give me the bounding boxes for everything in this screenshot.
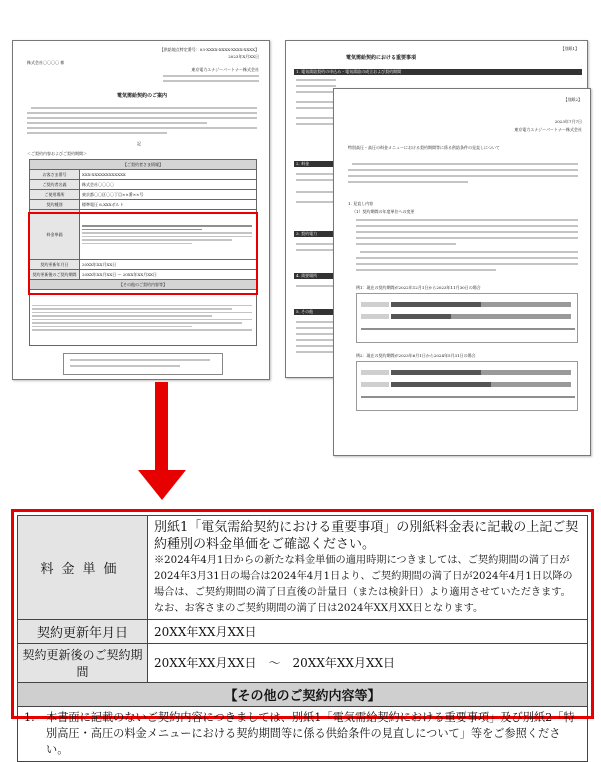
- addressee: 株式会社〇〇〇〇 様: [27, 60, 65, 65]
- arrow-down-icon: [138, 470, 186, 500]
- other-item-number: 1.: [24, 711, 35, 724]
- appendix2-date: 2023年7月7日: [554, 119, 582, 124]
- appendix1-title: 電気需給契約における重要事項: [346, 55, 417, 61]
- appendix2-title: 特別高圧・高圧の料金メニューにおける契約期間等に係る供給条件の見直しについて: [348, 145, 500, 150]
- highlight-box: [28, 212, 258, 295]
- contact-box: [63, 353, 223, 375]
- zoomed-contract-table: [17, 515, 588, 762]
- mini-contract-table: 【ご契約者さま情報】 お客さま番号 XXX-XXXXXXXXXXXX ご契約者名義 株式会社〇〇〇〇 ご使用場所 東京都〇〇区〇〇丁目××番××号 契約種別 標準電圧 6,XXXボルト 料金単価 契約更新年月日 20XX年XX月XX日 契約更新後のご契約期間 20XX年XX月XX日 〜 20XX年XX月XX日 【その他のご契約内容等】: [29, 159, 257, 346]
- appendix1-section1: 1. 電気需給契約の申込み・電気需給の成立および契約期間: [294, 69, 582, 75]
- arrow-shaft: [155, 382, 168, 476]
- fee-main-text: 別紙1「電気需給契約における重要事項」の別紙料金表に記載の上記ご契約種別の料金単価をご確認ください。: [154, 519, 579, 552]
- appendix1-tag: 【別紙1】: [560, 46, 579, 51]
- appendix2-tag: 【別紙2】: [563, 97, 582, 102]
- example2-timeline: [356, 361, 578, 411]
- contract-notice-thumbnail: 【供給地点特定番号：03-XXXX-XXXX-XXXX-XXXX】 2023年X月XX日 株式会社〇〇〇〇 様 東京電力エナジーパートナー株式会社 電気需給契約のご案内 記 ＜ご契約内容およびご契約期間＞ 【ご契約者さま情報】 お客さま番号 XXX-XXXXXXXXXXXX ご契約者名義 株式会社〇〇〇〇 ご使用場所 東京都〇〇区〇〇丁目××番××号 契約種別 標準電圧 6,XXXボルト 料金単価 契約更新年月日 20XX年XX月XX日 契約更新後のご契約期間 20XX年XX月XX日 〜 20XX年XX月XX日 【その他のご契約内容等】: [12, 40, 270, 380]
- appendix2-section: 1. 見直し内容: [348, 201, 374, 206]
- appendix2-subsection: （1）契約期間の年度単位への変更: [352, 209, 415, 214]
- appendix1-section2: 2. 料金: [294, 161, 334, 167]
- appendix1-section5: 5. その他: [294, 309, 334, 315]
- notice-date: 2023年X月XX日: [228, 54, 259, 59]
- appendix2-thumbnail: [333, 88, 591, 456]
- fee-expiry-note: なお、お客さまのご契約期間の満了日は2024年XX月XX日となります。: [154, 602, 484, 614]
- fee-note: ※2024年4月1日からの新たな料金単価の適用時期につきましては、ご契約期間の満了日が2024年3月31日の場合は2024年4月1日より、ご契約期間の満了日が2024年4月1日以降の場合は、ご契約期間の満了日直後の計量日（または検針日）より適用させていただきます。: [154, 554, 573, 598]
- example1-timeline: [356, 293, 578, 343]
- appendix2-issuer: 東京電力エナジーパートナー株式会社: [514, 127, 582, 132]
- contract-section-label: ＜ご契約内容およびご契約期間＞: [27, 151, 87, 156]
- fee-cell: [148, 516, 588, 620]
- appendix1-section4: 4. 需要場所: [294, 273, 334, 279]
- example1-caption: 例1：現在の契約期間が2022年12月1日から2023年11月30日の場合: [356, 285, 481, 290]
- notice-title: 電気需給契約のご案内: [116, 93, 167, 99]
- other-details-header: 【その他のご契約内容等】: [18, 683, 588, 707]
- zoomed-detail: [11, 509, 594, 756]
- after-renewal-label: 契約更新後のご契約期間: [18, 644, 148, 683]
- issuer-name: 東京電力エナジーパートナー株式会社: [191, 67, 259, 72]
- supply-point-id: 【供給地点特定番号：03-XXXX-XXXX-XXXX-XXXX】: [159, 47, 259, 52]
- fee-label: 料金単価: [18, 516, 148, 620]
- renewal-date-label: 契約更新年月日: [18, 620, 148, 644]
- renewal-date-value: 20XX年XX月XX日: [148, 620, 588, 644]
- other-details-cell: [18, 707, 588, 762]
- example2-caption: 例2：現在の契約期間が2023年6月1日から2024年5月31日の場合: [356, 353, 476, 358]
- appendix1-section3: 3. 契約電力: [294, 231, 334, 237]
- other-item-text: 本書面に記載のないご契約内容につきましては、別紙1「電気需給契約における重要事項」及び別紙2「特別高圧・高圧の料金メニューにおける契約期間等に係る供給条件の見直しについて」等をご参照ください。: [46, 711, 575, 756]
- after-renewal-value: 20XX年XX月XX日 〜 20XX年XX月XX日: [148, 644, 588, 683]
